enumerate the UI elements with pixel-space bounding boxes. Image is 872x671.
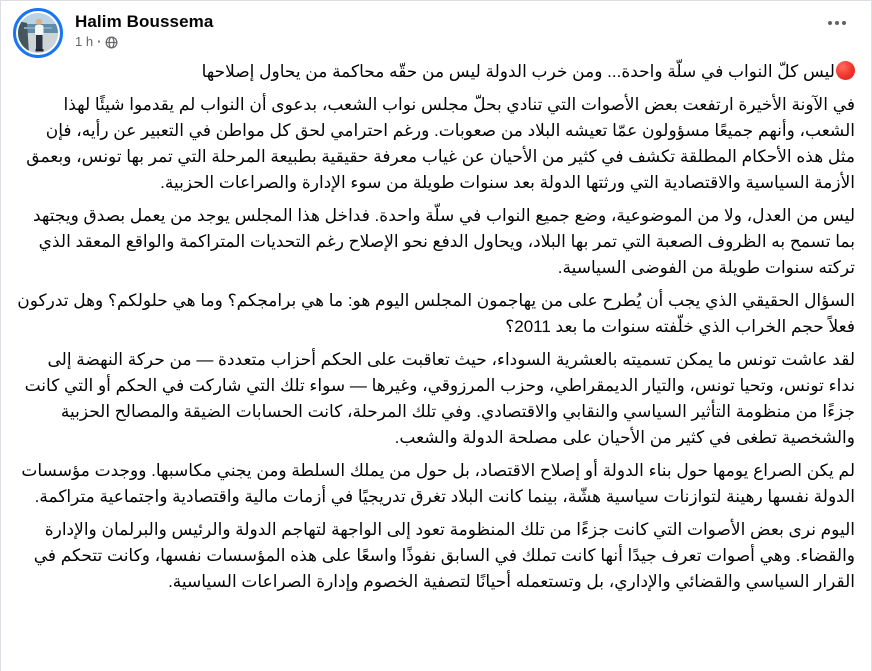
dot-icon <box>835 21 839 25</box>
author-name[interactable]: Halim Boussema <box>75 12 214 31</box>
header-text <box>75 8 213 50</box>
post-paragraph-text: ليس كلّ النواب في سلّة واحدة... ومن خرب الدولة ليس من حقّه محاكمة من يحاول إصلاحها <box>201 62 835 81</box>
post-paragraph: ليس من العدل، ولا من الموضوعية، وضع جميع النواب في سلّة واحدة. فداخل هذا المجلس يوجد من يعمل بصدق ويجتهد بما تسمح به الظروف الصعبة التي تمر بها البلاد، ويحاول الدفع نحو الإصلاح رغم التحديات المتراكمة والواقع المعقد الذي تركته سنوات طويلة من الفوضى السياسية. <box>32 206 855 277</box>
more-options-button[interactable] <box>821 11 853 35</box>
post-meta <box>75 34 213 50</box>
post-header <box>1 1 871 57</box>
dot-icon <box>828 21 832 25</box>
post-paragraph: لقد عاشت تونس ما يمكن تسميته بالعشرية السوداء، حيث تعاقبت على الحكم أحزاب متعددة — من حركة النهضة إلى نداء تونس، وتحيا تونس، والتيار الديمقراطي، وحزب المرزوقي، وغيرها — سواء تلك التي شاركت في الحكم أو التي كانت جزءًا من منظومة التأثير السياسي والنقابي والاقتصادي. وفي تلك المرحلة، كانت الحسابات الضيقة والمصالح الحزبية والشخصية تطغى في كثير من الأحيان على مصلحة الدولة والشعب. <box>24 350 855 447</box>
red-circle-emoji <box>836 61 855 80</box>
post-paragraph <box>17 59 855 85</box>
post-paragraph: لم يكن الصراع يومها حول بناء الدولة أو إصلاح الاقتصاد، بل حول من يملك السلطة ومن يجني مكاسبها. ووجدت مؤسسات الدولة نفسها رهينة لتوازنات سياسية هشّة، بينما كانت البلاد تغرق تدريجيًا في أزمات مالية واقتصادية واجتماعية متراكمة. <box>21 461 855 506</box>
globe-icon <box>105 35 118 49</box>
post-paragraph: اليوم نرى بعض الأصوات التي كانت جزءًا من تلك المنظومة تعود إلى الواجهة لتهاجم الدولة والرئيس والبرلمان والإدارة والقضاء. وهي أصوات تعرف جيدًا أنها كانت تملك في السابق نفوذًا واسعًا على هذه المؤسسات نفسها، وكانت تتحكم في القرار السياسي والقضائي والإداري، بل وتستعمله أحيانًا لتصفية الخصوم وإدارة الصراعات السياسية. <box>33 520 855 591</box>
post-text <box>1 57 871 595</box>
dot-icon <box>842 21 846 25</box>
post-paragraph: في الآونة الأخيرة ارتفعت بعض الأصوات التي تنادي بحلّ مجلس نواب الشعب، بدعوى أن النواب لم يقدموا شيئًا لهذا الشعب، وأنهم جميعًا مسؤولون عمّا تعيشه البلاد من صعوبات. ورغم احترامي لحق كل مواطن في التعبير عن رأيه، فإن مثل هذه الأحكام المطلقة تكشف في كثير من الأحيان عن غياب معرفة حقيقية بطبيعة المرحلة التي تمر بها تونس، وبعمق الأزمة السياسية والاقتصادية التي ورثتها الدولة بعد سنوات طويلة من سوء الإدارة والصراعات الحزبية. <box>26 95 855 192</box>
avatar-photo <box>18 13 58 53</box>
avatar[interactable] <box>13 8 63 58</box>
meta-separator: · <box>97 34 102 49</box>
timestamp[interactable]: 1 h <box>75 34 94 49</box>
post-paragraph: السؤال الحقيقي الذي يجب أن يُطرح على من يهاجمون المجلس اليوم هو: ما هي برامجكم؟ وما هي حلولكم؟ وهل تدركون فعلاً حجم الخراب الذي خلّفته سنوات ما بعد 2011؟ <box>17 291 855 336</box>
